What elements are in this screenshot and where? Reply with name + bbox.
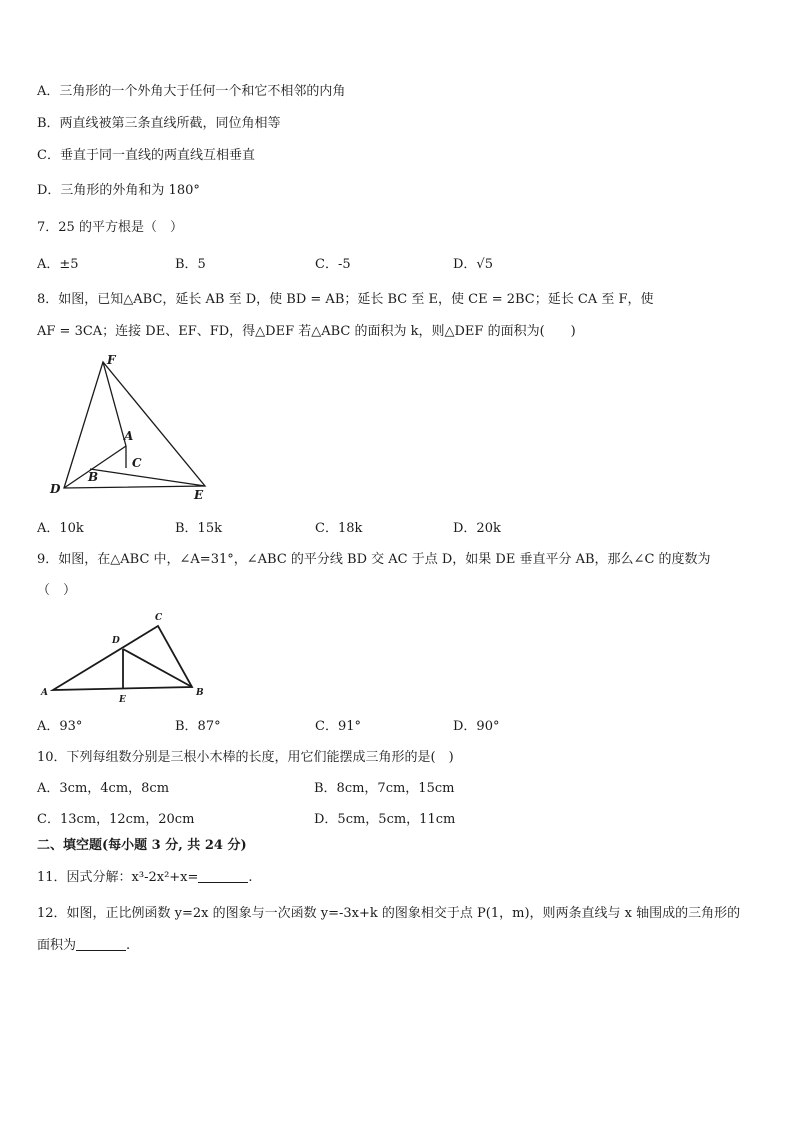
q6-option-a: A．三角形的一个外角大于任何一个和它不相邻的内角 — [37, 84, 346, 99]
q7-option-c: C．-5 — [315, 257, 351, 272]
label-d: D — [50, 482, 61, 496]
q10-option-a: A．3cm，4cm，8cm — [37, 781, 170, 796]
q8-stem-line1: 8．如图，已知△ABC，延长 AB 至 D，使 BD = AB；延长 BC 至 E，使 CE = 2BC；延长 CA 至 F，使 — [37, 292, 654, 307]
q8-triangle-figure — [40, 350, 220, 510]
q10-options-row2 — [37, 811, 757, 829]
q7-stem: 7．25 的平方根是（ ） — [37, 220, 183, 235]
q6-option-b: B．两直线被第三条直线所截，同位角相等 — [37, 116, 281, 131]
label-f: F — [107, 353, 116, 367]
q11-stem: 11．因式分解：x³-2x²+x= — [37, 870, 199, 885]
q10-stem: 10．下列每组数分别是三根小木棒的长度，用它们能摆成三角形的是( ) — [37, 750, 454, 765]
q6-option-c: C．垂直于同一直线的两直线互相垂直 — [37, 148, 255, 163]
label-c: C — [155, 613, 163, 623]
q9-option-d: D．90° — [453, 719, 500, 734]
q7-options — [37, 256, 757, 274]
label-a: A — [41, 688, 48, 698]
label-e: E — [119, 695, 126, 705]
q12-stem-line1: 12．如图，正比例函数 y=2x 的图象与一次函数 y=-3x+k 的图象相交于点 P(1，m)，则两条直线与 x 轴围成的三角形的 — [37, 906, 741, 921]
q9-option-c: C．91° — [315, 719, 361, 734]
label-b: B — [196, 688, 204, 698]
q11-end: . — [248, 870, 253, 885]
q12-line2 — [37, 936, 130, 955]
label-d: D — [112, 636, 120, 646]
q10-option-d: D．5cm，5cm，11cm — [314, 812, 456, 827]
q11-line — [37, 868, 253, 887]
q11-answer-blank[interactable] — [198, 868, 248, 883]
q7-option-a: A．±5 — [37, 257, 79, 272]
q8-option-b: B．15k — [175, 521, 222, 536]
q9-options — [37, 718, 757, 736]
q10-option-b: B．8cm，7cm，15cm — [314, 781, 455, 796]
q7-option-d: D．√5 — [453, 257, 493, 272]
q8-option-a: A．10k — [37, 521, 84, 536]
section-heading-fill-in: 二、填空题(每小题 3 分, 共 24 分) — [37, 838, 247, 853]
segment-fa — [103, 362, 126, 446]
label-e: E — [194, 488, 204, 502]
q8-stem-line2: AF = 3CA；连接 DE、EF、FD，得△DEF 若△ABC 的面积为 k，则△DEF 的面积为( ) — [37, 324, 576, 339]
label-c: C — [132, 456, 142, 470]
q7-option-b: B．5 — [175, 257, 206, 272]
q9-stem-line1: 9．如图，在△ABC 中，∠A=31°，∠ABC 的平分线 BD 交 AC 于点 D，如果 DE 垂直平分 AB，那么∠C 的度数为 — [37, 552, 711, 567]
q9-triangle-figure — [36, 605, 216, 710]
q6-option-d: D．三角形的外角和为 180° — [37, 183, 200, 198]
q10-option-c: C．13cm，12cm，20cm — [37, 812, 195, 827]
q9-option-a: A．93° — [37, 719, 83, 734]
q10-options-row1 — [37, 780, 757, 798]
q8-option-c: C．18k — [315, 521, 363, 536]
q9-option-b: B．87° — [175, 719, 221, 734]
label-b: B — [88, 470, 99, 484]
segment-be — [90, 469, 205, 486]
q12-stem-line2: 面积为 — [37, 938, 77, 953]
q8-options — [37, 520, 757, 538]
q12-answer-blank[interactable] — [76, 936, 126, 951]
q8-option-d: D．20k — [453, 521, 501, 536]
q12-end: . — [126, 938, 131, 953]
label-a: A — [124, 429, 134, 443]
q9-stem-line2: （ ） — [37, 583, 77, 598]
